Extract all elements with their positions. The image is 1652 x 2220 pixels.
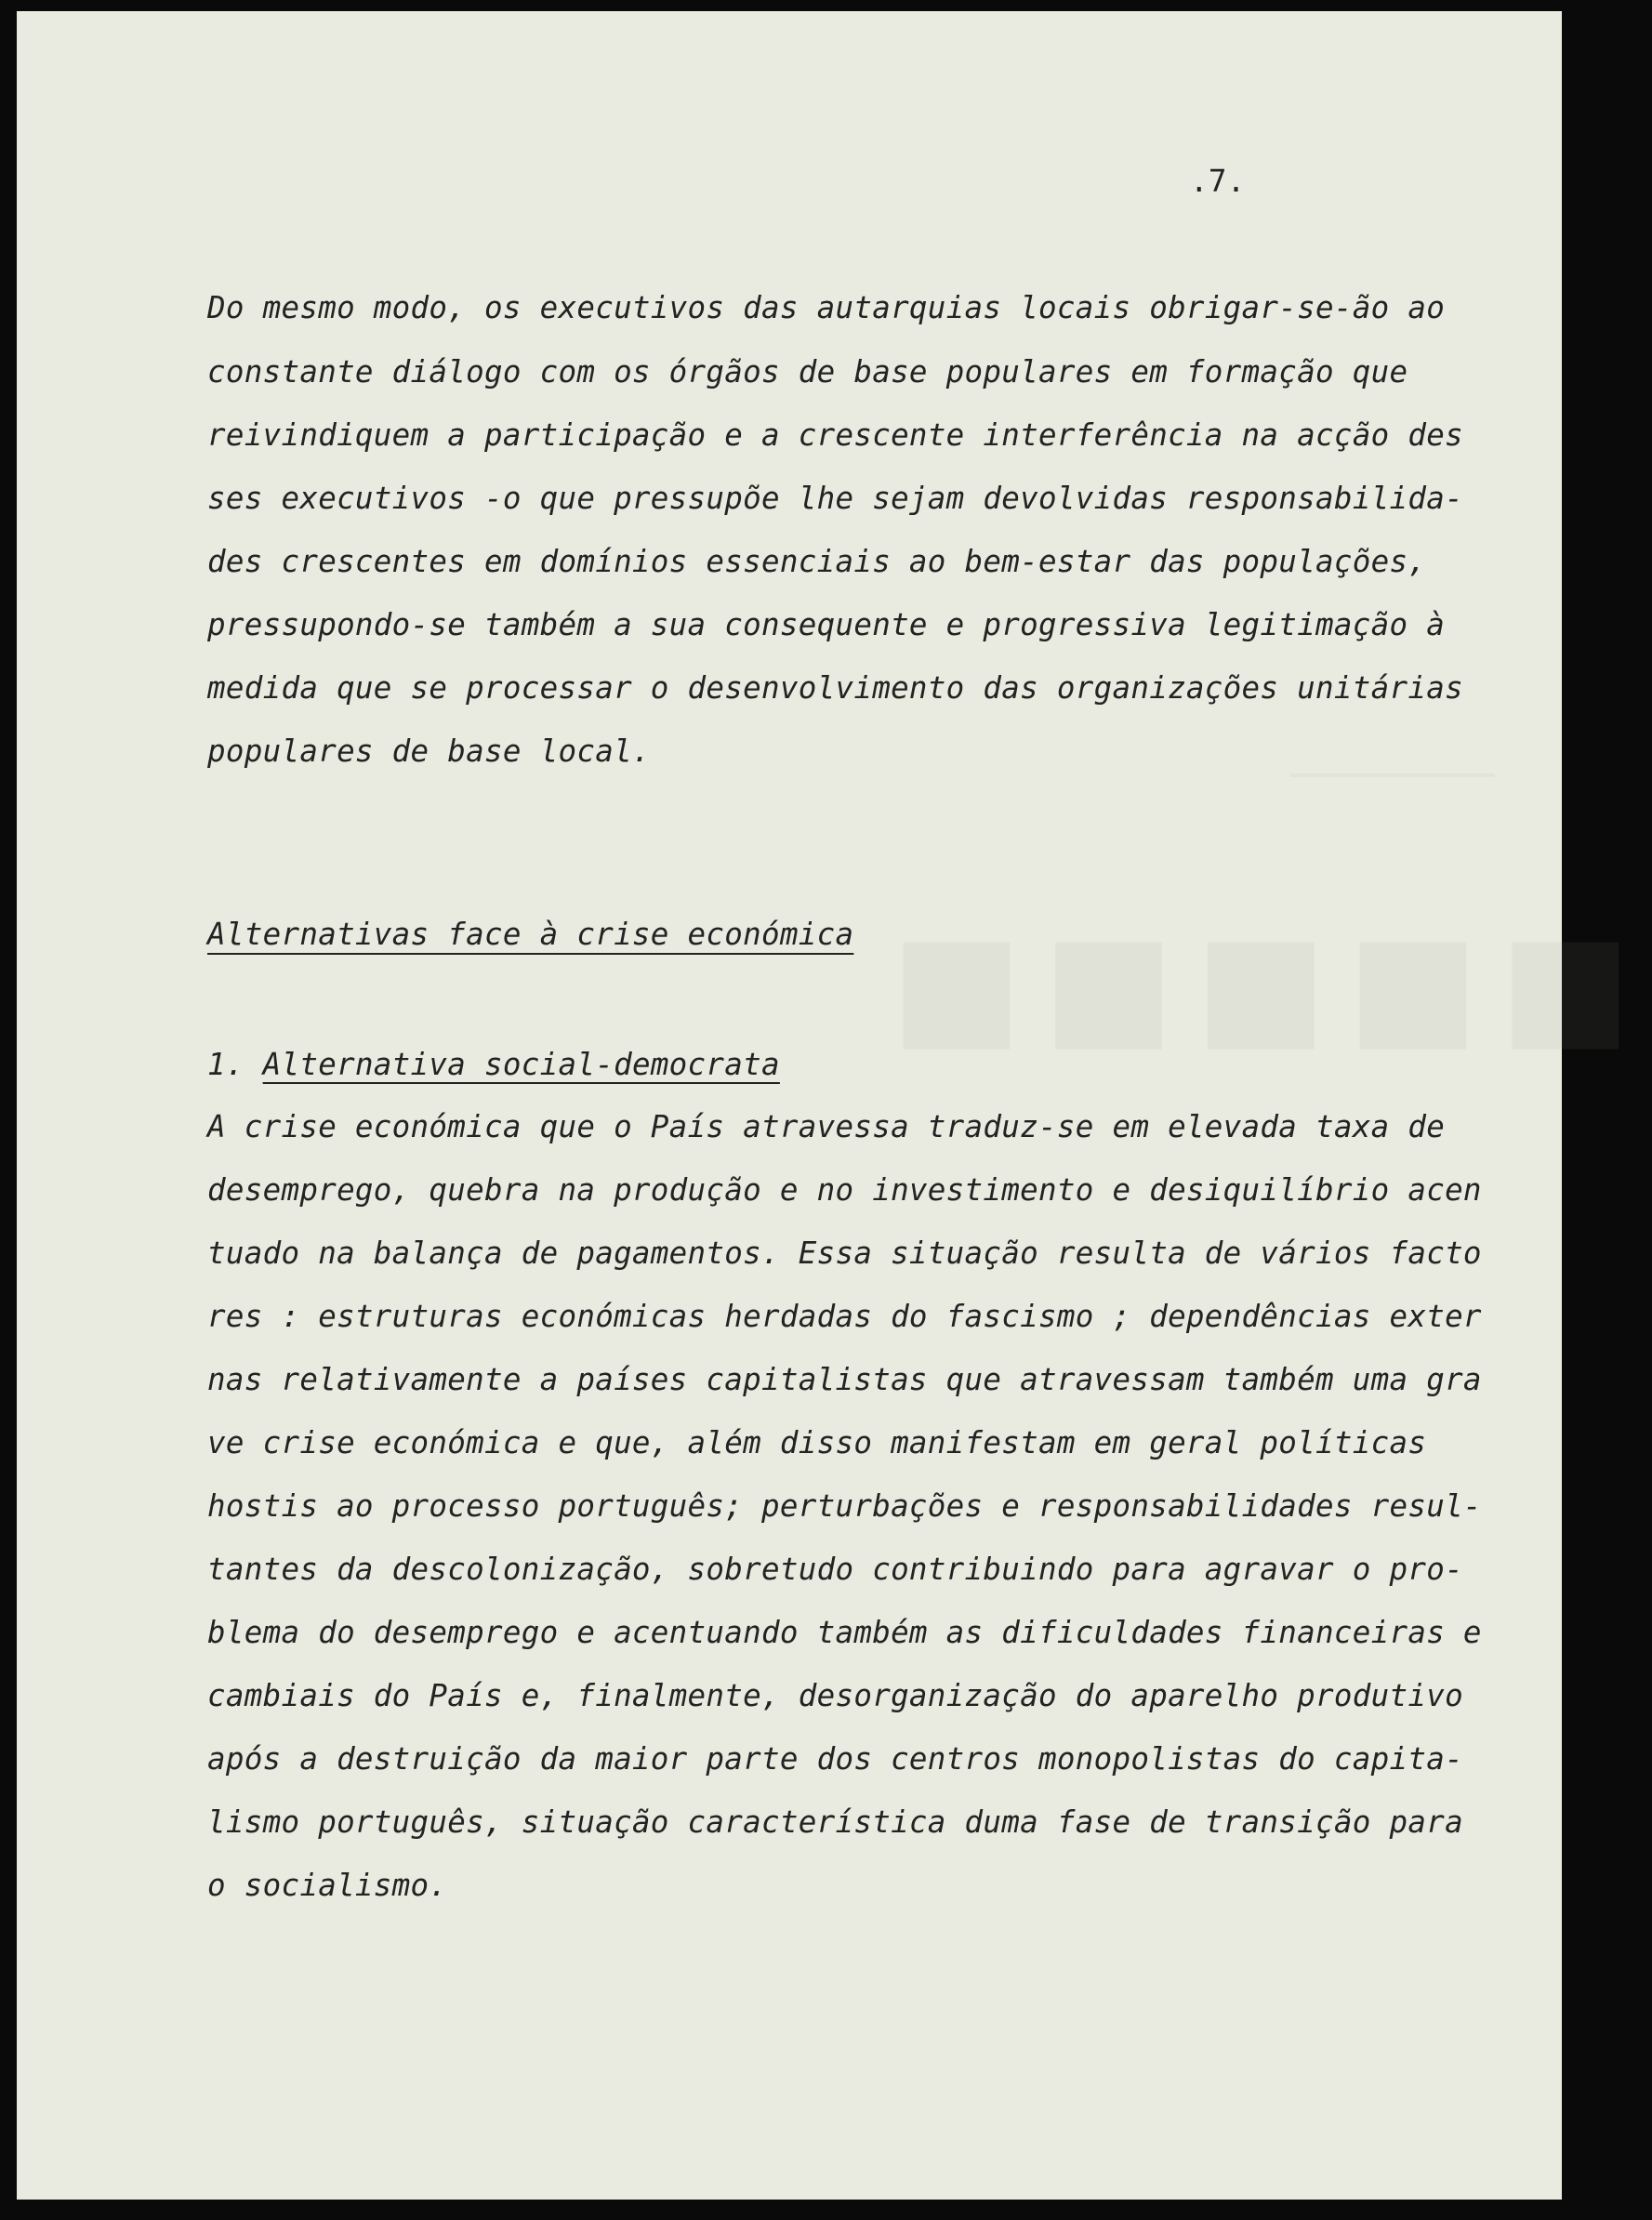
document-page	[17, 11, 1652, 2200]
paragraph-line: cambiais do País e, finalmente, desorganização do aparelho produtivo	[207, 1678, 1463, 1713]
page-number: .7.	[1190, 164, 1246, 199]
subsection-number: 1.	[207, 1047, 244, 1082]
paragraph-line: ve crise económica e que, além disso manifestam em geral políticas	[207, 1425, 1427, 1460]
section-heading: Alternativas face à crise económica	[207, 917, 854, 952]
paragraph-line: res : estruturas económicas herdadas do fascismo ; dependências exter	[207, 1299, 1482, 1334]
paragraph-line: tuado na balança de pagamentos. Essa situação resulta de vários facto	[207, 1236, 1482, 1271]
paragraph-line: nas relativamente a países capitalistas que atravessam também uma gra	[207, 1362, 1482, 1397]
subsection-heading	[207, 1047, 780, 1082]
paragraph-line: lismo português, situação característica duma fase de transição para	[207, 1804, 1463, 1840]
paragraph-line: hostis ao processo português; perturbações e responsabilidades resul-	[207, 1488, 1482, 1524]
paragraph-line: após a destruição da maior parte dos centros monopolistas do capita-	[207, 1741, 1463, 1777]
paragraph-line: pressupondo-se também a sua consequente e progressiva legitimação à	[207, 607, 1446, 642]
paragraph-line: des crescentes em domínios essenciais ao bem-estar das populações,	[207, 544, 1427, 579]
paragraph-line: constante diálogo com os órgãos de base populares em formação que	[207, 354, 1408, 390]
paragraph-line: A crise económica que o País atravessa traduz-se em elevada taxa de	[207, 1109, 1446, 1144]
paragraph-line: o socialismo.	[207, 1868, 448, 1903]
paragraph-line: medida que se processar o desenvolvimento das organizações unitárias	[207, 670, 1463, 706]
paragraph-line: populares de base local.	[207, 733, 651, 769]
paragraph-line: Do mesmo modo, os executivos das autarquias locais obrigar-se-ão ao	[207, 290, 1446, 325]
paragraph-line: tantes da descolonização, sobretudo contribuindo para agravar o pro-	[207, 1552, 1463, 1587]
subsection-title: Alternativa social-democrata	[262, 1047, 780, 1082]
paragraph-line: desemprego, quebra na produção e no investimento e desiquilíbrio acen	[207, 1172, 1482, 1208]
paragraph-line: ses executivos -o que pressupõe lhe sejam devolvidas responsabilida-	[207, 481, 1463, 516]
paragraph-line: blema do desemprego e acentuando também as dificuldades financeiras e	[207, 1615, 1482, 1650]
paragraph-line: reivindiquem a participação e a crescente interferência na acção des	[207, 417, 1463, 453]
watermark-shape: ■■■■■	[891, 904, 1652, 1065]
